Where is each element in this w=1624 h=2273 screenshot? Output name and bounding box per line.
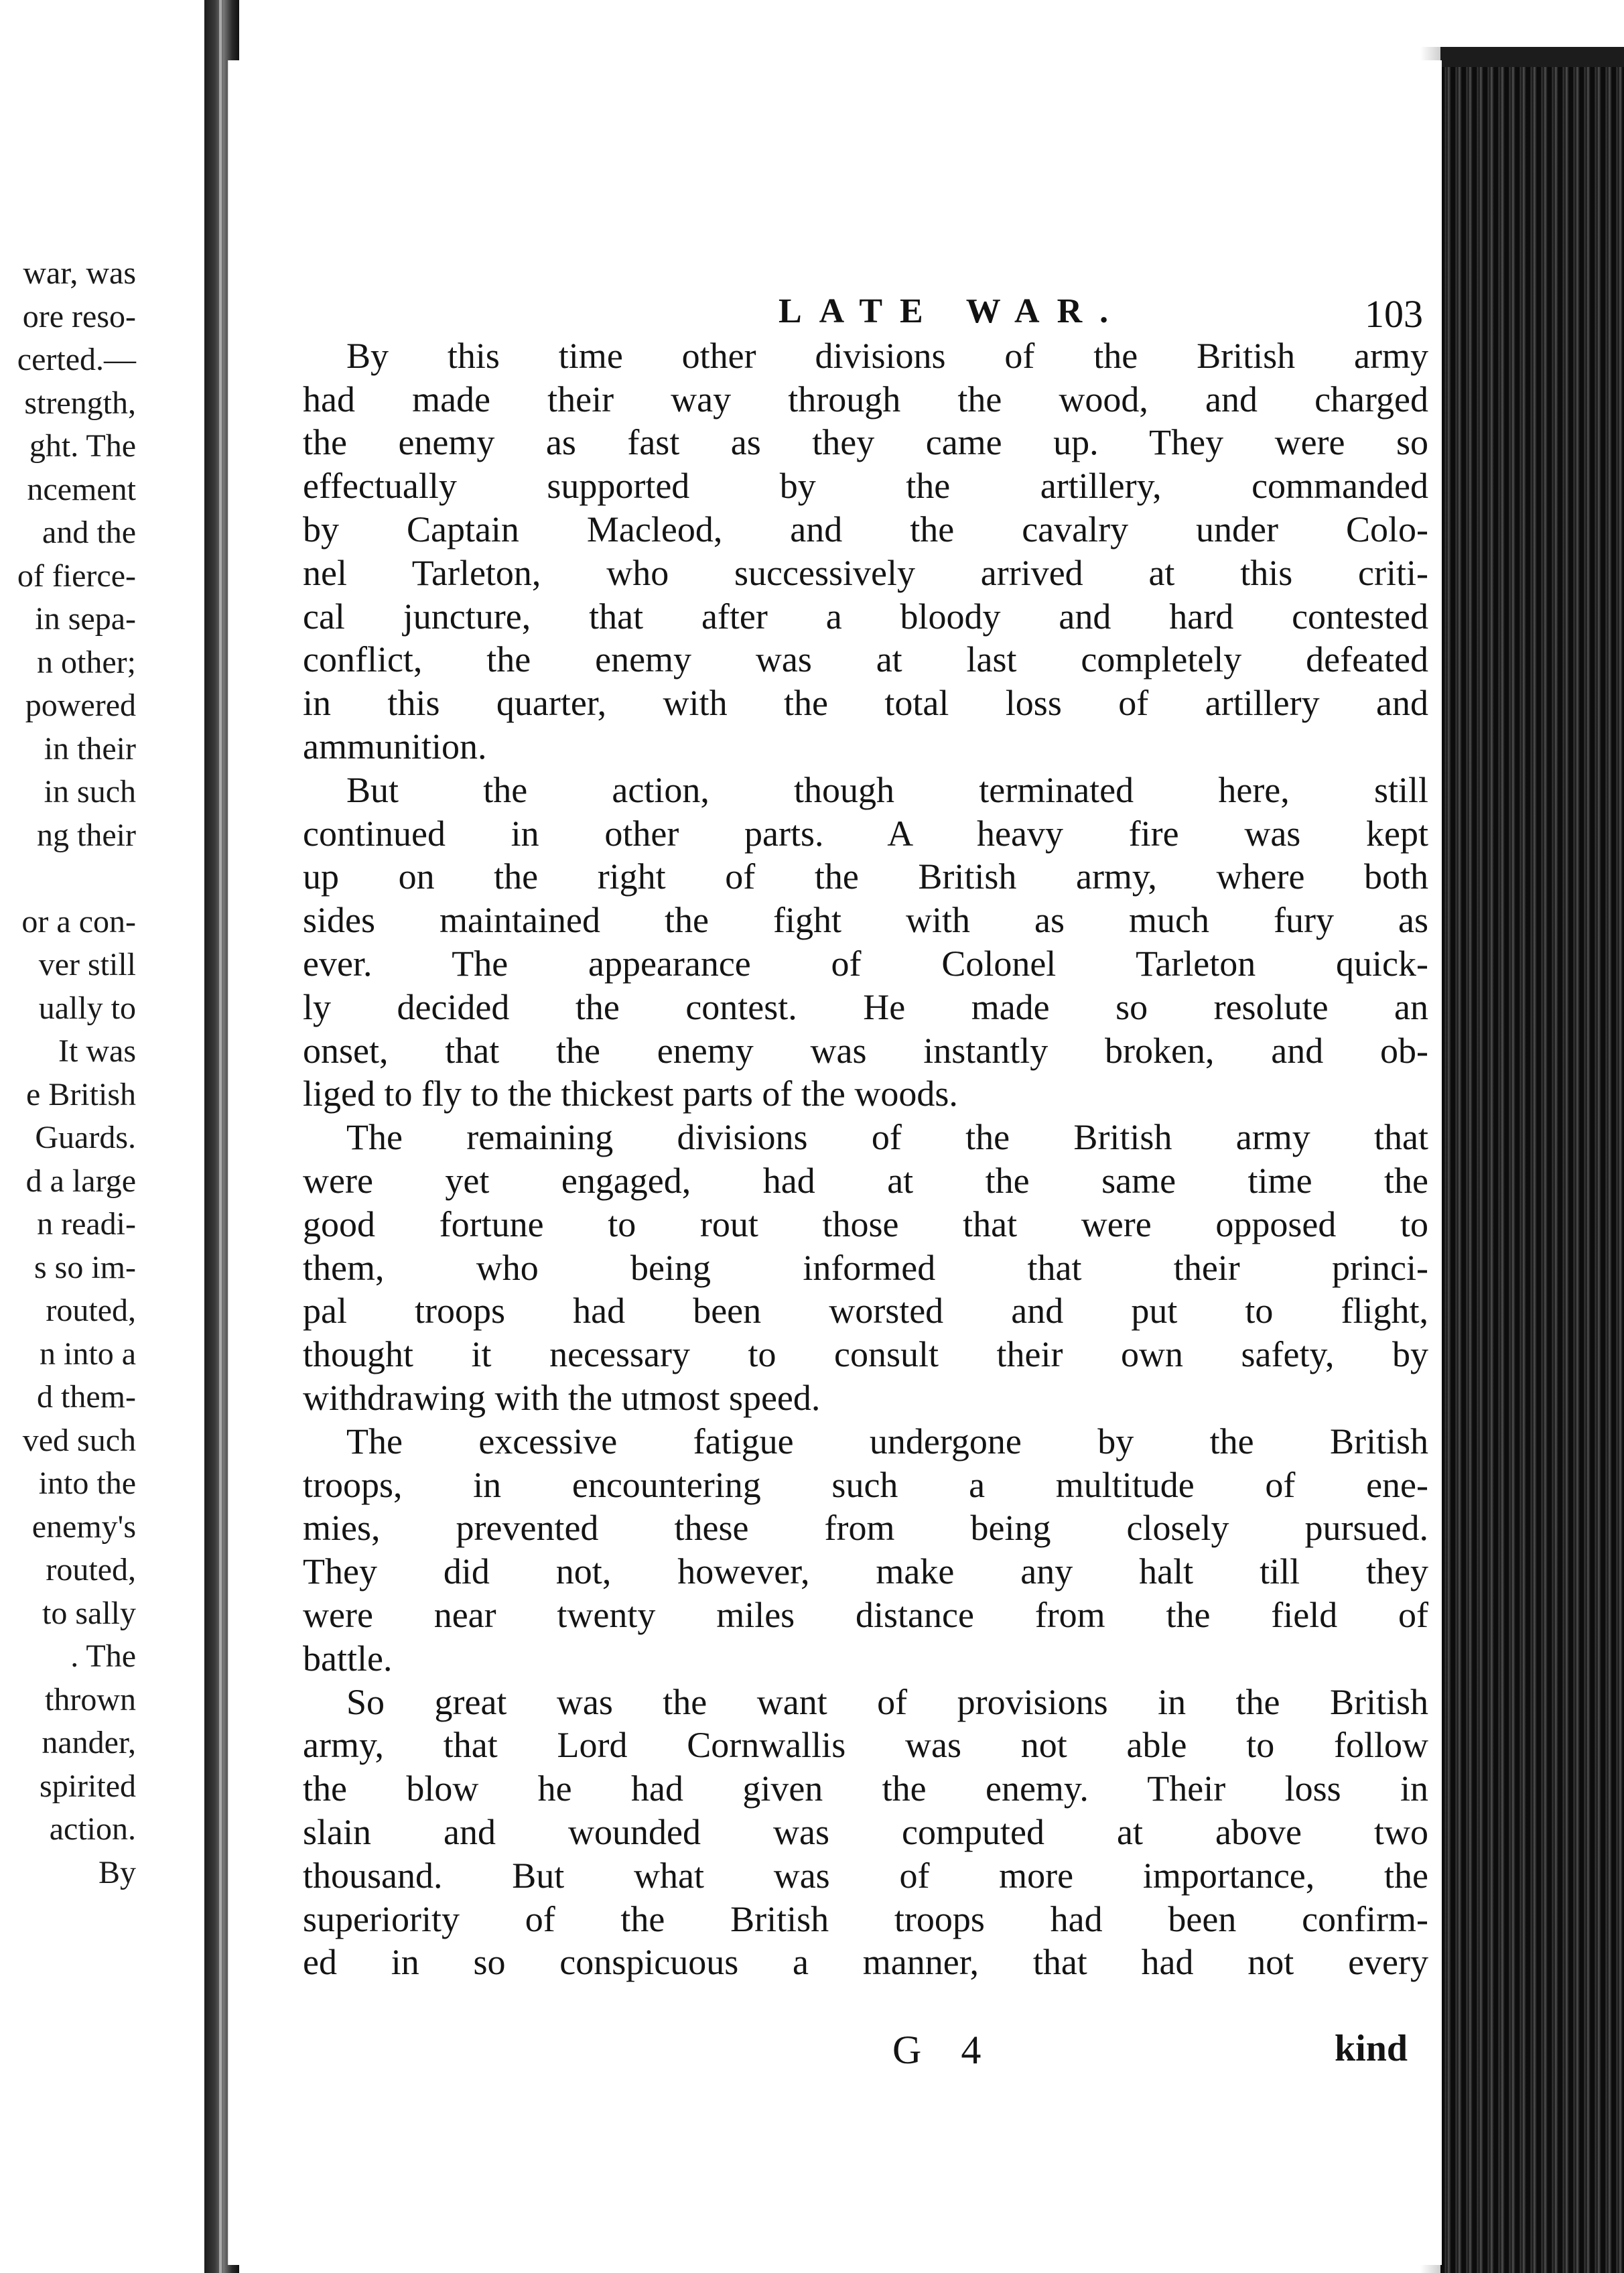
text-line: They did not, however, make any halt till they: [303, 1551, 1428, 1592]
previous-page-line: n into a: [40, 1336, 136, 1372]
page-number: 103: [1365, 292, 1423, 336]
text-line: superiority of the British troops had been confirm-: [303, 1898, 1428, 1939]
text-line: liged to fly to the thickest parts of the woods.: [303, 1074, 958, 1114]
previous-page-line: strength,: [24, 385, 136, 421]
previous-page: [0, 37, 204, 2248]
text-line: slain and wounded was computed at above two: [303, 1812, 1428, 1852]
previous-page-line: in their: [44, 730, 136, 767]
previous-page-line: routed,: [46, 1552, 136, 1587]
text-line: ed in so conspicuous a manner, that had not every: [303, 1942, 1428, 1983]
text-line: But the action, though terminated here, still: [346, 769, 1428, 810]
text-line: mies, prevented these from being closely pursued.: [303, 1508, 1428, 1549]
running-head: LATE WAR.: [779, 292, 1126, 330]
previous-page-line: . The: [70, 1638, 136, 1674]
previous-page-line: n readi-: [37, 1206, 136, 1242]
text-line: had made their way through the wood, and charged: [303, 379, 1428, 419]
text-line: nel Tarleton, who successively arrived at this criti-: [303, 552, 1428, 593]
previous-page-line: ver still: [38, 947, 136, 982]
text-line: army, that Lord Cornwallis was not able to follow: [303, 1725, 1428, 1766]
previous-page-line: and the: [42, 515, 136, 550]
text-line: good fortune to rout those that were opposed to: [303, 1204, 1428, 1244]
text-line: sides maintained the fight with as much fury as: [303, 900, 1428, 941]
previous-page-line: war, was: [23, 255, 136, 291]
text-line: The excessive fatigue undergone by the British: [346, 1421, 1428, 1462]
text-line: by Captain Macleod, and the cavalry under Colo-: [303, 509, 1428, 549]
text-line: effectually supported by the artillery, commanded: [303, 466, 1428, 507]
previous-page-line: in such: [44, 774, 136, 809]
previous-page-line: It was: [58, 1033, 136, 1069]
previous-page-line: ved such: [22, 1422, 136, 1458]
previous-page-line: of fierce-: [17, 558, 136, 594]
current-page: [228, 60, 1442, 2265]
previous-page-line: action.: [49, 1811, 136, 1847]
previous-page-line: ore reso-: [22, 298, 136, 334]
text-line: thought it necessary to consult their own safety, by: [303, 1334, 1428, 1375]
previous-page-line: or a con-: [21, 903, 136, 939]
previous-page-line: ng their: [37, 817, 136, 853]
text-line: up on the right of the British army, where both: [303, 856, 1428, 897]
previous-page-line: spirited: [40, 1768, 136, 1804]
previous-page-line: ght. The: [29, 428, 136, 464]
previous-page-line: By: [98, 1854, 136, 1890]
text-line: the blow he had given the enemy. Their loss in: [303, 1768, 1428, 1809]
text-line: So great was the want of provisions in the British: [346, 1681, 1428, 1722]
text-line: pal troops had been worsted and put to flight,: [303, 1291, 1428, 1332]
text-line: the enemy as fast as they came up. They were so: [303, 422, 1428, 463]
previous-page-line: d them-: [37, 1379, 136, 1415]
previous-page-line: thrown: [45, 1681, 136, 1717]
signature-mark: G 4: [892, 2028, 996, 2072]
text-line: The remaining divisions of the British army that: [346, 1117, 1428, 1158]
page-block-edges: [1440, 60, 1624, 2273]
text-line: ly decided the contest. He made so resolute an: [303, 986, 1428, 1027]
previous-page-line: d a large: [25, 1163, 136, 1199]
previous-page-line: ncement: [27, 471, 136, 507]
previous-page-line: to sally: [42, 1595, 136, 1631]
text-line: were yet engaged, had at the same time the: [303, 1161, 1428, 1201]
text-line: were near twenty miles distance from the field of: [303, 1595, 1428, 1635]
previous-page-line: ually to: [38, 990, 136, 1026]
page-body-text: [229, 60, 1442, 2265]
text-line: continued in other parts. A heavy fire was kept: [303, 813, 1428, 854]
previous-page-line: routed,: [46, 1293, 136, 1328]
previous-page-line: into the: [38, 1466, 136, 1501]
text-line: ever. The appearance of Colonel Tarleton quick-: [303, 944, 1428, 984]
text-line: ammunition.: [303, 726, 487, 767]
text-line: withdrawing with the utmost speed.: [303, 1378, 821, 1418]
previous-page-line: certed.—: [17, 342, 136, 377]
previous-page-line: Guards.: [35, 1120, 136, 1155]
previous-page-line: e British: [26, 1076, 136, 1112]
text-line: thousand. But what was of more importance, the: [303, 1855, 1428, 1896]
text-line: onset, that the enemy was instantly broken, and ob-: [303, 1030, 1428, 1071]
text-line: troops, in encountering such a multitude of ene-: [303, 1464, 1428, 1505]
text-line: battle.: [303, 1638, 393, 1679]
previous-page-line: s so im-: [33, 1249, 136, 1285]
text-line: cal juncture, that after a bloody and hard contested: [303, 596, 1428, 637]
previous-page-line: powered: [25, 688, 136, 723]
catchword: kind: [1335, 2028, 1408, 2069]
text-line: By this time other divisions of the British army: [346, 335, 1428, 376]
text-line: them, who being informed that their princi-: [303, 1247, 1428, 1288]
text-line: in this quarter, with the total loss of artillery and: [303, 683, 1428, 724]
previous-page-line: nander,: [42, 1725, 136, 1760]
previous-page-line: n other;: [37, 644, 136, 680]
previous-page-line: in sepa-: [35, 601, 136, 637]
text-line: conflict, the enemy was at last completely defeated: [303, 639, 1428, 680]
previous-page-line: enemy's: [31, 1508, 136, 1545]
